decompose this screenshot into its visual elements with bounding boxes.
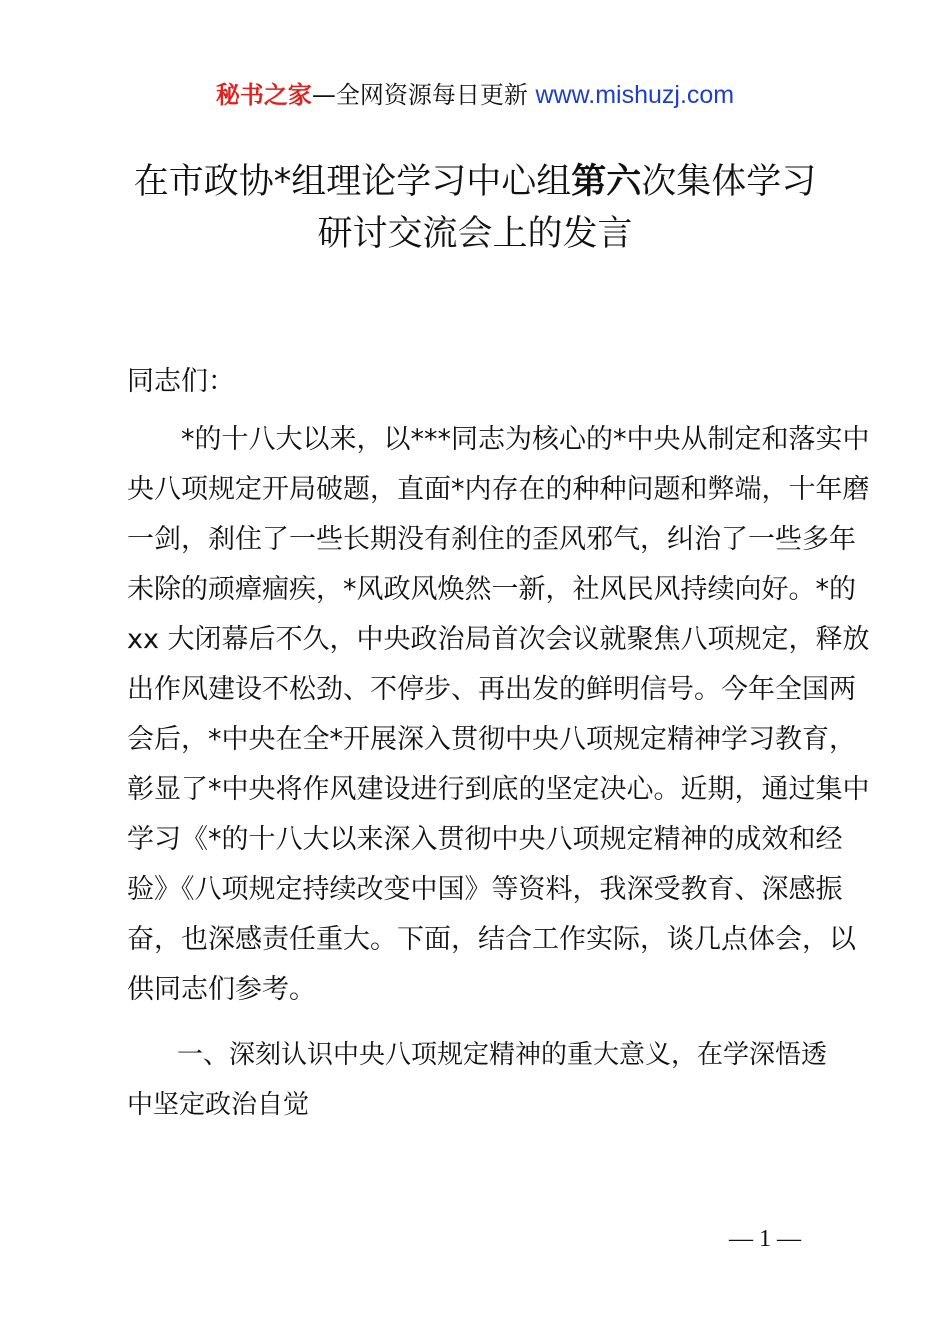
page-number: — 1 — [729,1226,801,1252]
paragraph-line: 验》《八项规定持续改变中国》等资料，我深受教育、深感振 [127,874,843,905]
paragraph-line: 一剑，刹住了一些长期没有刹住的歪风邪气，纠治了一些多年 [127,524,856,555]
site-slogan: —全网资源每日更新 [311,81,536,109]
paragraph-line: *的十八大以来，以***同志为核心的*中央从制定和落实中 [181,424,870,455]
paragraph-1 [127,415,870,1015]
section-heading-line: 中坚定政治自觉 [127,1090,310,1120]
title-line-1-part-1: 在市政协*组理论学习中心组 [133,162,572,202]
salutation: 同志们： [127,366,235,397]
paragraph-line: 彰显了*中央将作风建设进行到底的坚定决心。近期，通过集中 [127,774,870,805]
paragraph-line: 未除的顽瘴痼疾，*风政风焕然一新，社风民风持续向好。*的 [127,574,856,605]
title-emphasis: 第六 [571,162,642,202]
site-brand: 秘书之家 [215,81,312,109]
section-heading-1 [127,1030,837,1130]
paragraph-line: 学习《*的十八大以来深入贯彻中央八项规定精神的成效和经 [127,824,843,855]
site-url-link[interactable]: www.mishuzj.com [535,81,735,109]
document-title [60,156,890,260]
paragraph-line: xx 大闭幕后不久，中央政治局首次会议就聚焦八项规定，释放 [127,624,870,655]
title-line-1 [60,156,890,208]
title-line-1-part-2: 次集体学习 [641,162,817,202]
paragraph-line: 供同志们参考。 [127,974,316,1005]
paragraph-line: 奋，也深感责任重大。下面，结合工作实际，谈几点体会，以 [127,924,856,955]
paragraph-line: 央八项规定开局破题，直面*内存在的种种问题和弊端，十年磨 [127,474,870,505]
site-header [0,78,950,112]
section-heading-line: 一、深刻认识中央八项规定精神的重大意义，在学深悟透 [177,1040,828,1070]
paragraph-line: 出作风建设不松劲、不停步、再出发的鲜明信号。今年全国两 [127,674,856,705]
title-line-2: 研讨交流会上的发言 [317,214,633,254]
paragraph-line: 会后，*中央在全*开展深入贯彻中央八项规定精神学习教育， [127,724,856,755]
